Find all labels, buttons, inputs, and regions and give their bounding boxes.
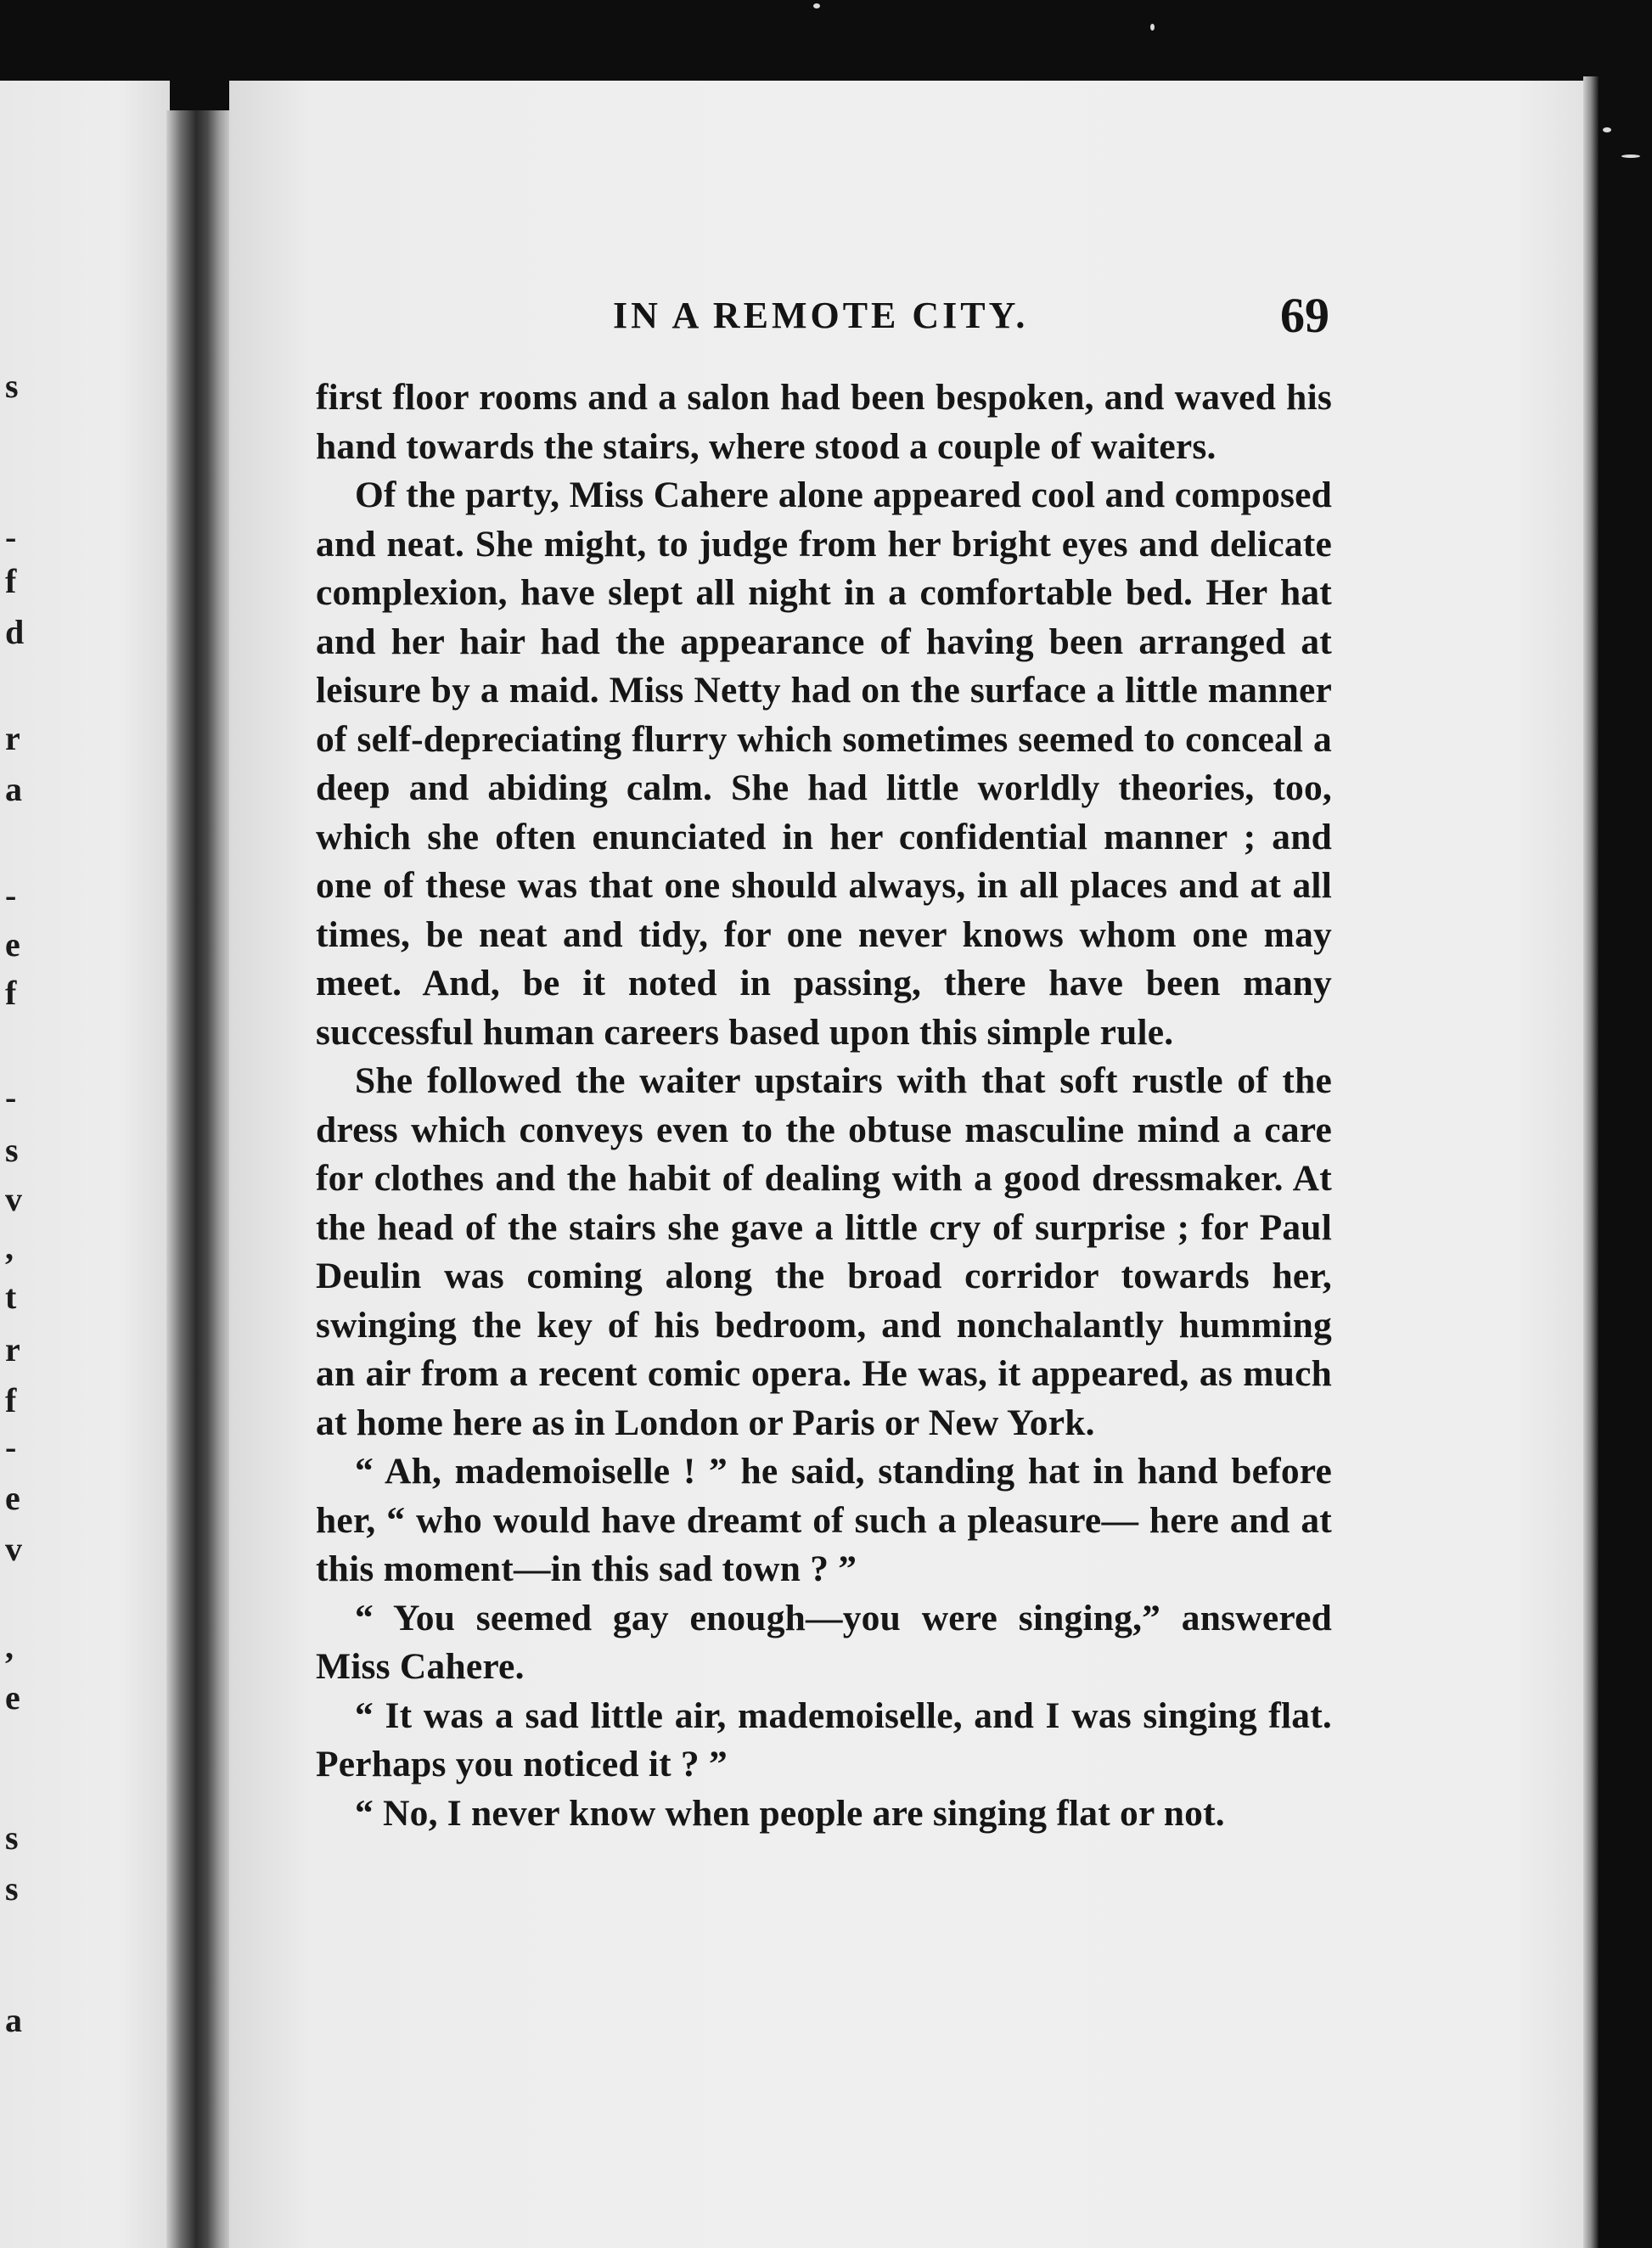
- left-fragment: s: [5, 1869, 19, 1908]
- paragraph: first floor rooms and a salon had been bespoken, and waved his hand towards the stairs, where stood a couple of waiters.: [316, 377, 1332, 467]
- speck: [1150, 24, 1155, 31]
- left-fragment: -: [5, 1078, 17, 1116]
- paragraph: She followed the waiter upstairs with that soft rustle of the dress which conveys even to the obtuse masculine mind a care for clothes and the habit of dealing with a good dressmaker. At the head of the stairs she gave a little cry of surprise ; for Paul Deulin was coming along the broad corridor towards her, swinging the key of his bedroom, and nonchalantly humming an air from a recent comic opera. He was, it appeared, as much at home here as in London or Paris or New York.: [316, 1060, 1332, 1443]
- left-fragment: t: [5, 1278, 17, 1316]
- left-fragment: a: [5, 2001, 22, 2039]
- left-fragment: e: [5, 1678, 20, 1717]
- left-fragment: s: [5, 1818, 19, 1857]
- left-fragment: r: [5, 719, 20, 757]
- left-fragment: v: [5, 1180, 22, 1218]
- paragraph: “ Ah, mademoiselle ! ” he said, standing hat in hand before her, “ who would have dreamt of such a pleasure— here and at this moment—in this sad town ? ”: [316, 1451, 1332, 1589]
- left-fragment: -: [5, 1428, 17, 1466]
- speck: [813, 3, 820, 8]
- left-fragment: f: [5, 562, 17, 600]
- paragraph: Of the party, Miss Cahere alone appeared cool and composed and neat. She might, to judge from her bright eyes and delicate complexion, have slept all night in a comfortable bed. Her hat and her hair had the appearance of having been arranged at leisure by a maid. Miss Netty had on the surface a little manner of self-depreciating flurry which sometimes seemed to conceal a deep and abiding calm. She had little worldly theories, too, which she often enunciated in her confidential manner ; and one of these was that one should always, in all places and at all times, be neat and tidy, for one never knows whom one may meet. And, be it noted in passing, there have been many successful human careers based upon this simple rule.: [316, 475, 1332, 1053]
- left-fragment: ,: [5, 1627, 14, 1666]
- book-gutter-shadow: [166, 110, 233, 2248]
- running-head: IN A REMOTE CITY.: [613, 295, 1029, 336]
- left-fragment: d: [5, 613, 25, 651]
- left-fragment: e: [5, 1479, 20, 1517]
- paragraph: “ You seemed gay enough—you were singing,” answered Miss Cahere.: [316, 1597, 1332, 1687]
- paragraph: “ It was a sad little air, mademoiselle, and I was singing flat. Perhaps you noticed it ? ”: [316, 1694, 1332, 1784]
- left-page: [0, 81, 170, 2248]
- left-fragment: f: [5, 974, 17, 1012]
- left-fragment: r: [5, 1330, 20, 1368]
- right-page-edge: [1583, 76, 1599, 2248]
- speck: [1621, 155, 1640, 158]
- page-body-text: [316, 374, 1332, 1838]
- paragraph: “ No, I never know when people are singing flat or not.: [355, 1792, 1225, 1834]
- left-fragment: v: [5, 1530, 22, 1568]
- left-page-text-fragments: [0, 81, 34, 2248]
- left-fragment: a: [5, 770, 22, 808]
- left-fragment: ,: [5, 1228, 14, 1267]
- left-fragment: s: [5, 367, 19, 405]
- left-fragment: s: [5, 1131, 19, 1169]
- left-fragment: -: [5, 518, 17, 556]
- page-header: [316, 290, 1335, 341]
- left-fragment: -: [5, 876, 17, 914]
- left-fragment: e: [5, 925, 20, 964]
- speck: [1603, 127, 1611, 132]
- left-fragment: f: [5, 1381, 17, 1419]
- page-number: 69: [1280, 288, 1329, 343]
